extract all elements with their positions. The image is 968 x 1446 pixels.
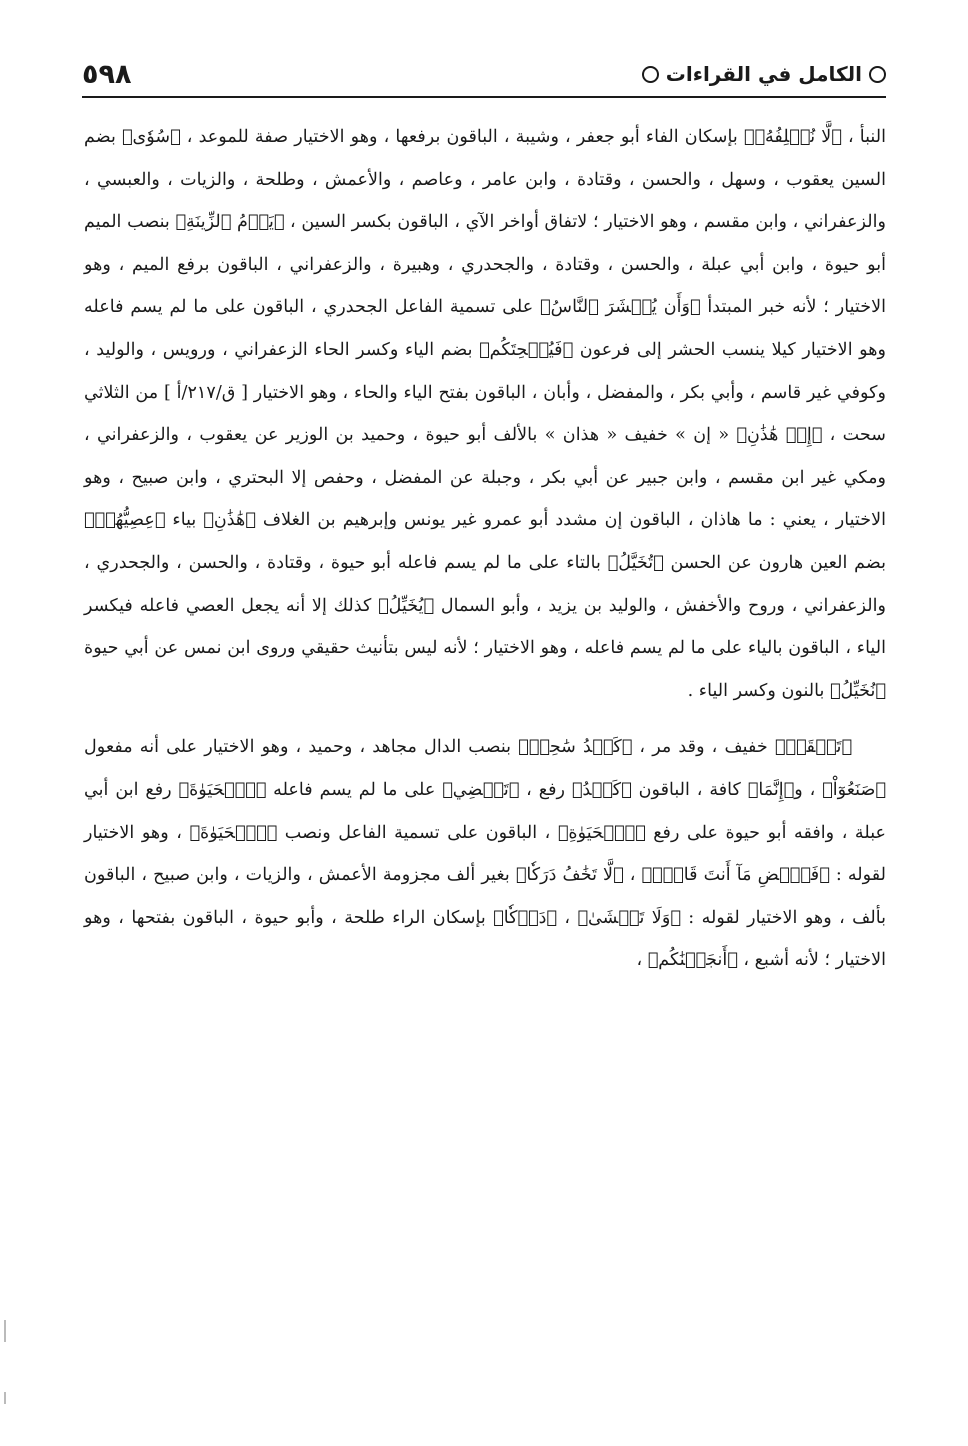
book-title-group <box>642 62 886 86</box>
circle-ornament-icon <box>642 66 659 83</box>
page-number: ٥٩٨ <box>82 58 132 90</box>
scan-speck <box>4 1392 6 1404</box>
running-header <box>82 52 886 98</box>
paragraph: النبأ ، ﴿لَّا نُخۡلِفُهُۥ﴾ بإسكان الفاء أبو جعفر ، وشيبة ، الباقون برفعها ، وهو الاختيار صفة للموعد ، ﴿سُوٗى﴾ بضم السين يعقوب ، وسهل ، والحسن ، وقتادة ، وابن عامر ، وعاصم ، والأعمش ، وطلحة ، والزيات ، والعبسي ، والزعفراني ، وابن مقسم ، وهو الاختيار ؛ لاتفاق أواخر الآي ، الباقون بكسر السين ، ﴿يَوۡمُ ٱلزِّينَةِ﴾ بنصب الميم أبو حيوة ، وابن أبي عبلة ، والحسن ، وقتادة ، والجحدري ، وهبيرة ، والزعفراني ، الباقون برفع الميم ، وهو الاختيار ؛ لأنه خبر المبتدأ ﴿وَأَن يُحۡشَرَ ٱلنَّاسُ﴾ على تسمية الفاعل الجحدري ، الباقون على ما لم يسم فاعله وهو الاختيار كيلا ينسب الحشر إلى فرعون ﴿فَيُسۡحِتَكُم﴾ بضم الياء وكسر الحاء الزعفراني ، ورويس ، والوليد ، وكوفي غير قاسم ، وأبي بكر ، والمفضل ، وأبان ، الباقون بفتح الياء والحاء ، وهو الاختيار [ ق/٢١٧/أ ] من الثلاثي سحت ، ﴿إِنۡ هَٰذَٰنِ﴾ « إن » خفيف « هذان » بالألف أبو حيوة ، وحميد بن الوزير عن يعقوب ، والزعفراني ، ومكي غير ابن مقسم ، وابن جبير عن أبي بكر ، وجبلة عن المفضل ، وحفص إلا البحتري ، وابن صبيح ، وهو الاختيار ، يعني : ما هاذان ، الباقون إن مشدد أبو عمرو غير يونس وإبرهيم بن الغلاف ﴿هَٰذَٰنِ﴾ بياء ﴿عِصِيُّهُمۡ﴾ بضم العين هارون عن الحسن ﴿تُخَيَّلُ﴾ بالتاء على ما لم يسم فاعله أبو حيوة ، وقتادة ، والحسن ، والجحدري ، والزعفراني ، وروح والأخفش ، والوليد بن يزيد ، وأبو السمال ﴿يُخَيِّلُ﴾ كذلك إلا أنه يجعل العصي فاعله فيكسر الياء ، الباقون بالياء على ما لم يسم فاعله ، وهو الاختيار ؛ لأنه ليس بتأنيث حقيقي وروى ابن نمس عن أبي حيوة ﴿نُخَيِّلُ﴾ بالنون وكسر الياء . <box>84 127 886 701</box>
scan-speck <box>4 1320 6 1342</box>
circle-ornament-icon <box>869 66 886 83</box>
main-text <box>84 116 886 982</box>
paragraph: ﴿تَلۡقَفۡ﴾ خفيف ، وقد مر ، ﴿كَيۡدُ سَٰحِرٖ﴾ بنصب الدال مجاهد ، وحميد ، وهو الاختيار على أنه مفعول ﴿صَنَعُوٓاْ﴾ ، و﴿إِنَّمَا﴾ كافة ، الباقون ﴿كَيۡدُ﴾ رفع ، ﴿تَقۡضِي﴾ على ما لم يسم فاعله ﴿ٱلۡحَيَوٰةَ﴾ رفع ابن أبي عبلة ، وافقه أبو حيوة على رفع ﴿ٱلۡحَيَوٰةِ﴾ ، الباقون على تسمية الفاعل ونصب ﴿ٱلۡحَيَوٰةَ﴾ ، وهو الاختيار لقوله : ﴿فَٱقۡضِ مَآ أَنتَ قَاضٍۖ﴾ ، ﴿لَّا تَخَٰفُ دَرَكٗا﴾ بغير ألف مجزومة الأعمش ، والزيات ، وابن صبيح ، الباقون بألف ، وهو الاختيار لقوله : ﴿وَلَا تَخۡشَىٰ﴾ ، ﴿دَرۡكٗا﴾ بإسكان الراء طلحة ، وأبو حيوة ، الباقون بفتحها ، وهو الاختيار ؛ لأنه أشبع ، ﴿أَنجَيۡنَٰكُم﴾ ، <box>84 737 886 971</box>
book-title: الكامل في القراءات <box>665 62 862 86</box>
